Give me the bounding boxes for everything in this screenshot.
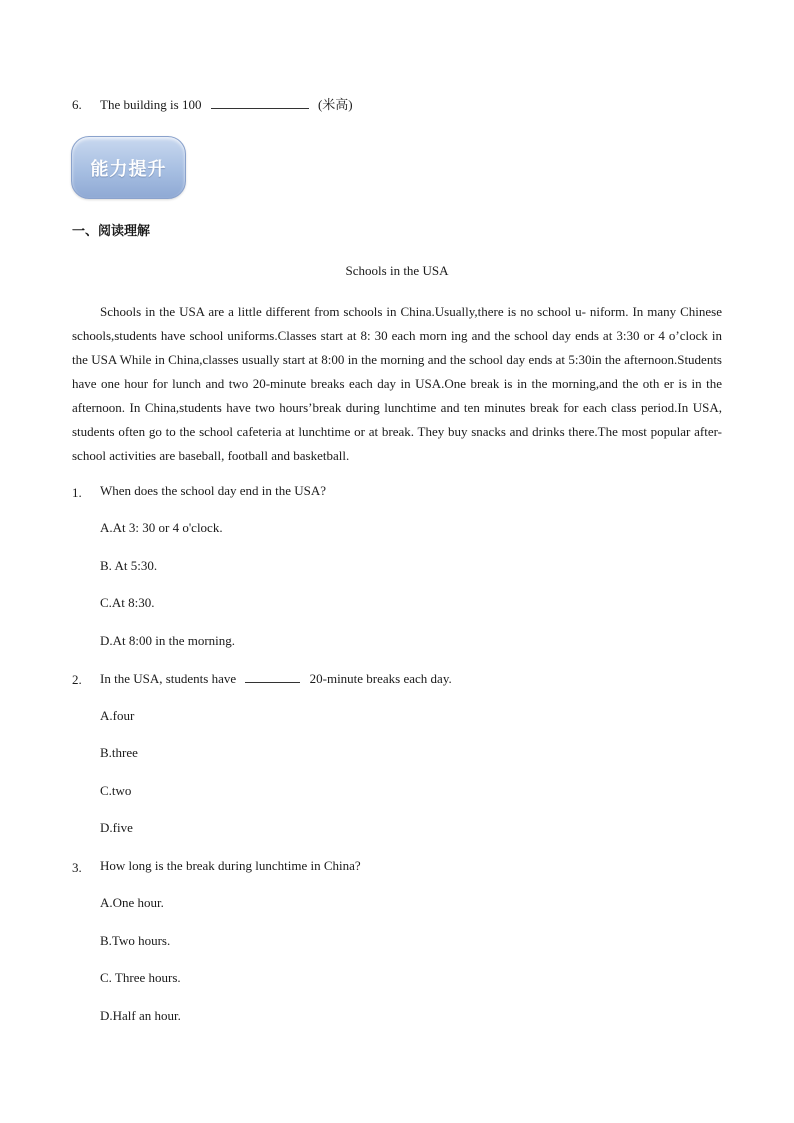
option-b[interactable]: B.three (100, 745, 138, 760)
ability-badge (71, 136, 186, 199)
question-number: 3. (72, 860, 82, 875)
option-c[interactable]: C. Three hours. (100, 970, 181, 985)
question-number: 1. (72, 485, 82, 500)
question-text: In the USA, students have (100, 671, 237, 686)
option-b[interactable]: B. At 5:30. (100, 558, 158, 573)
option-d[interactable]: D.five (100, 820, 133, 835)
question-text: When does the school day end in the USA? (100, 483, 327, 498)
option-d[interactable]: D.Half an hour. (100, 1008, 181, 1023)
question-text-after: 20-minute breaks each day. (309, 671, 452, 686)
option-c[interactable]: C.two (100, 783, 132, 798)
answer-blank[interactable] (245, 670, 300, 683)
question-hint: (米高) (317, 97, 353, 112)
question-text: The building is 100 (100, 97, 202, 112)
question-text: How long is the break during lunchtime in China? (100, 858, 361, 873)
answer-blank[interactable] (211, 96, 309, 109)
option-d[interactable]: D.At 8:00 in the morning. (100, 633, 236, 648)
passage-title: Schools in the USA (345, 263, 449, 278)
section-heading: 一、阅读理解 (72, 224, 151, 239)
badge-label: 能力提升 (90, 158, 167, 180)
passage-body: Schools in the USA are a little different from schools in China.Usually,there is no school u- niform. In many Chinese schools,students have school uniforms.Classes start at 8: 30 each morn ing and the school day ends at 3:30 or 4 o’clock in the USA While in China,classes usually start at 8:00 in the morning and the school day ends at 5:30in the afternoon.Students have one hour for lunch and two 20-minute breaks each day in USA.One break is in the morning,and the oth er is in the afternoon. In China,students have two hours’break during lunchtime and ten minutes break for each class period.In USA, students often go to the school cafeteria at lunchtime or at break. They buy snacks and drinks there.The most popular after-school activities are baseball, football and basketball. (72, 304, 722, 463)
question-number: 6. (72, 97, 82, 112)
option-c[interactable]: C.At 8:30. (100, 595, 155, 610)
option-b[interactable]: B.Two hours. (100, 933, 171, 948)
option-a[interactable]: A.four (100, 708, 135, 723)
question-6 (100, 96, 353, 113)
option-a[interactable]: A.One hour. (100, 895, 164, 910)
question-2 (100, 670, 452, 687)
question-number: 2. (72, 672, 82, 687)
option-a[interactable]: A.At 3: 30 or 4 o'clock. (100, 520, 223, 535)
